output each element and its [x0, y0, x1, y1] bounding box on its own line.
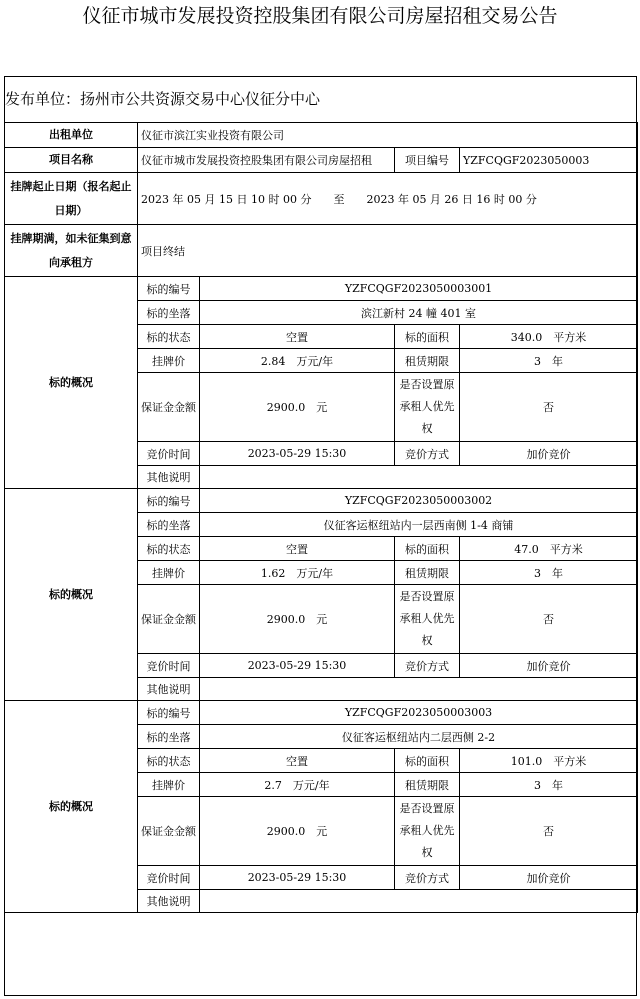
expiry-row	[5, 225, 638, 277]
lot-3-bid-method: 加价竞价	[460, 866, 638, 890]
lot-2-location-label: 标的坐落	[138, 513, 200, 537]
project-code-label: 项目编号	[395, 148, 460, 173]
lot-2-location: 仪征客运枢纽站内一层西南侧 1-4 商铺	[200, 513, 638, 537]
lot-2-term-label: 租赁期限	[395, 561, 460, 585]
lot-2-area-label: 标的面积	[395, 537, 460, 561]
lot-1-location-label: 标的坐落	[138, 301, 200, 325]
lot-3-deposit-label: 保证金金额	[138, 797, 200, 866]
project-row	[5, 148, 638, 173]
lot-3-area-label: 标的面积	[395, 749, 460, 773]
lot-3-code: YZFCQGF2023050003003	[200, 701, 638, 725]
lot-1-overview-label: 标的概况	[5, 277, 138, 489]
lessor-value: 仪征市滨江实业投资有限公司	[138, 123, 638, 148]
lot-3-bid-time-label: 竞价时间	[138, 866, 200, 890]
lot-2-bid-method-label: 竞价方式	[395, 654, 460, 678]
lot-3-area: 101.0 平方米	[460, 749, 638, 773]
lot-1-term: 3 年	[460, 349, 638, 373]
lot-3-location-label: 标的坐落	[138, 725, 200, 749]
lot-1-status-label: 标的状态	[138, 325, 200, 349]
expiry-label: 挂牌期满，如未征集到意向承租方	[5, 225, 138, 277]
lot-2-price: 1.62 万元/年	[200, 561, 395, 585]
lot-2-status-label: 标的状态	[138, 537, 200, 561]
lot-1-priority: 否	[460, 373, 638, 442]
lot-1-deposit: 2900.0 元	[200, 373, 395, 442]
lot-1-term-label: 租赁期限	[395, 349, 460, 373]
lot-3-bid-time: 2023-05-29 15:30	[200, 866, 395, 890]
lot-1-status: 空置	[200, 325, 395, 349]
project-name-label: 项目名称	[5, 148, 138, 173]
lot-3-price-label: 挂牌价	[138, 773, 200, 797]
period-end: 2023 年 05 月 26 日 16 时 00 分	[366, 192, 537, 206]
lot-3-priority: 否	[460, 797, 638, 866]
lot-1-notes-label: 其他说明	[138, 466, 200, 489]
lot-2-price-label: 挂牌价	[138, 561, 200, 585]
lot-3-code-label: 标的编号	[138, 701, 200, 725]
lot-1-row	[5, 277, 638, 301]
lot-1-price-label: 挂牌价	[138, 349, 200, 373]
lot-3-row	[5, 701, 638, 725]
lot-1-bid-method: 加价竞价	[460, 442, 638, 466]
lot-2-overview-label: 标的概况	[5, 489, 138, 701]
period-row	[5, 173, 638, 225]
lot-1-priority-label: 是否设置原承租人优先权	[395, 373, 460, 442]
lot-1-area-label: 标的面积	[395, 325, 460, 349]
lot-1-code: YZFCQGF2023050003001	[200, 277, 638, 301]
lot-2-row	[5, 489, 638, 513]
period-sep: 至	[333, 192, 345, 206]
lot-2-term: 3 年	[460, 561, 638, 585]
lot-2-area: 47.0 平方米	[460, 537, 638, 561]
lot-1-location: 滨江新村 24 幢 401 室	[200, 301, 638, 325]
lot-1-price: 2.84 万元/年	[200, 349, 395, 373]
lot-1-deposit-label: 保证金金额	[138, 373, 200, 442]
lot-1-code-label: 标的编号	[138, 277, 200, 301]
lot-2-priority-label: 是否设置原承租人优先权	[395, 585, 460, 654]
lot-2-priority: 否	[460, 585, 638, 654]
lot-2-bid-method: 加价竞价	[460, 654, 638, 678]
period-label: 挂牌起止日期（报名起止日期）	[5, 173, 138, 225]
lot-3-location: 仪征客运枢纽站内二层西侧 2-2	[200, 725, 638, 749]
lot-3-notes-label: 其他说明	[138, 890, 200, 913]
lot-1-area: 340.0 平方米	[460, 325, 638, 349]
lot-2-code-label: 标的编号	[138, 489, 200, 513]
period-start: 2023 年 05 月 15 日 10 时 00 分	[141, 192, 312, 206]
lot-2-deposit-label: 保证金金额	[138, 585, 200, 654]
lot-3-overview-label: 标的概况	[5, 701, 138, 913]
lot-2-notes-label: 其他说明	[138, 678, 200, 701]
lessor-row	[5, 123, 638, 148]
lot-3-bid-method-label: 竞价方式	[395, 866, 460, 890]
lot-3-status: 空置	[200, 749, 395, 773]
lot-3-term: 3 年	[460, 773, 638, 797]
lot-1-bid-time: 2023-05-29 15:30	[200, 442, 395, 466]
lot-3-deposit: 2900.0 元	[200, 797, 395, 866]
lot-1-bid-method-label: 竞价方式	[395, 442, 460, 466]
lot-2-deposit: 2900.0 元	[200, 585, 395, 654]
lot-2-bid-time: 2023-05-29 15:30	[200, 654, 395, 678]
expiry-value: 项目终结	[138, 225, 638, 277]
lot-3-status-label: 标的状态	[138, 749, 200, 773]
lessor-label: 出租单位	[5, 123, 138, 148]
publisher: 发布单位：扬州市公共资源交易中心仪征分中心	[5, 90, 321, 108]
lot-2-bid-time-label: 竞价时间	[138, 654, 200, 678]
page-title: 仪征市城市发展投资控股集团有限公司房屋招租交易公告	[82, 5, 558, 27]
lot-2-code: YZFCQGF2023050003002	[200, 489, 638, 513]
lot-2-notes	[200, 678, 638, 701]
lot-2-status: 空置	[200, 537, 395, 561]
announcement-table	[4, 122, 638, 913]
project-name-value: 仪征市城市发展投资控股集团有限公司房屋招租	[138, 148, 395, 173]
lot-3-notes	[200, 890, 638, 913]
lot-1-notes	[200, 466, 638, 489]
lot-1-bid-time-label: 竞价时间	[138, 442, 200, 466]
period-value	[138, 173, 638, 225]
lot-3-price: 2.7 万元/年	[200, 773, 395, 797]
lot-3-priority-label: 是否设置原承租人优先权	[395, 797, 460, 866]
lot-3-term-label: 租赁期限	[395, 773, 460, 797]
project-code-value: YZFCQGF2023050003	[460, 148, 638, 173]
